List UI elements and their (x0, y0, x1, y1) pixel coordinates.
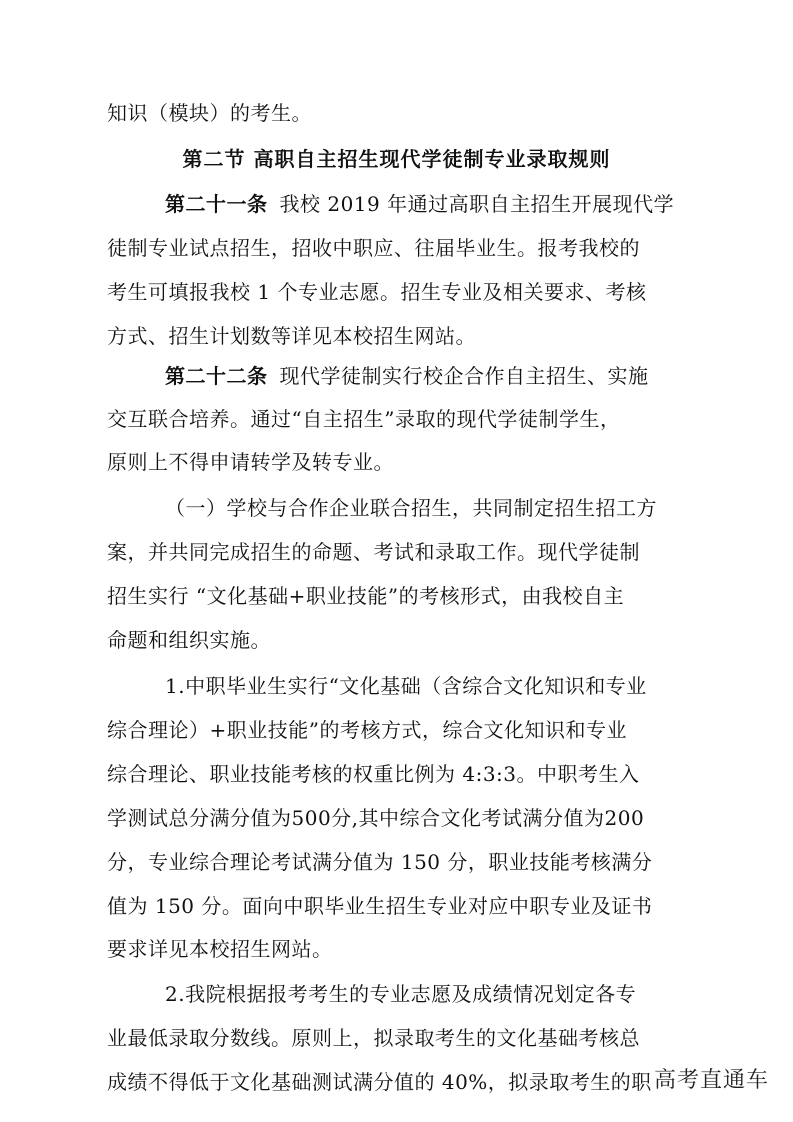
section-heading: 第二节 高职自主招生现代学徒制专业录取规则 (182, 147, 611, 171)
text-line: 分，专业综合理论考试满分值为 150 分，职业技能考核满分 (107, 850, 653, 874)
text-line: 案，并共同完成招生的命题、考试和录取工作。现代学徒制 (107, 540, 640, 564)
text-line: 招生实行 “文化基础+职业技能”的考核形式，由我校自主 (107, 584, 625, 608)
text-line: 交互联合培养。通过“自主招生”录取的现代学徒制学生， (107, 407, 621, 431)
article-21-label: 第二十一条 (165, 192, 268, 216)
text-line: 综合理论、职业技能考核的权重比例为 4:3:3。中职考生入 (107, 762, 640, 786)
watermark-logo-text: 高考直通车 (653, 1068, 769, 1093)
text-line: 考生可填报我校 1 个专业志愿。招生专业及相关要求、考核 (107, 280, 647, 304)
text-line: 方式、招生计划数等详见本校招生网站。 (107, 324, 476, 348)
article-22-text: 现代学徒制实行校企合作自主招生、实施 (279, 364, 649, 388)
text-line: 业最低录取分数线。原则上，拟录取考生的文化基础考核总 (107, 1026, 640, 1050)
text-line: 徒制专业试点招生，招收中职应、往届毕业生。报考我校的 (107, 236, 640, 260)
text-line: 学测试总分满分值为500分,其中综合文化考试满分值为200 (107, 806, 645, 830)
text-line: 值为 150 分。面向中职毕业生招生专业对应中职专业及证书 (107, 894, 653, 918)
text-line: （一）学校与合作企业联合招生，共同制定招生招工方 (165, 496, 657, 520)
text-line: 综合理论）+职业技能”的考核方式，综合文化知识和专业 (107, 718, 627, 742)
text-line: 2.我院根据报考考生的专业志愿及成绩情况划定各专 (165, 982, 637, 1006)
article-21-text: 我校 2019 年通过高职自主招生开展现代学 (279, 192, 675, 216)
article-22-first-line (165, 362, 649, 390)
text-line: 原则上不得申请转学及转专业。 (107, 450, 394, 474)
text-line: 1.中职毕业生实行“文化基础（含综合文化知识和专业 (165, 674, 647, 698)
text-line: 知识（模块）的考生。 (107, 101, 312, 125)
article-22-label: 第二十二条 (165, 364, 268, 388)
text-line: 成绩不得低于文化基础测试满分值的 40%，拟录取考生的职 (107, 1070, 652, 1094)
text-line: 要求详见本校招生网站。 (107, 937, 333, 961)
article-21-first-line (165, 190, 674, 218)
text-line: 命题和组织实施。 (107, 628, 271, 652)
